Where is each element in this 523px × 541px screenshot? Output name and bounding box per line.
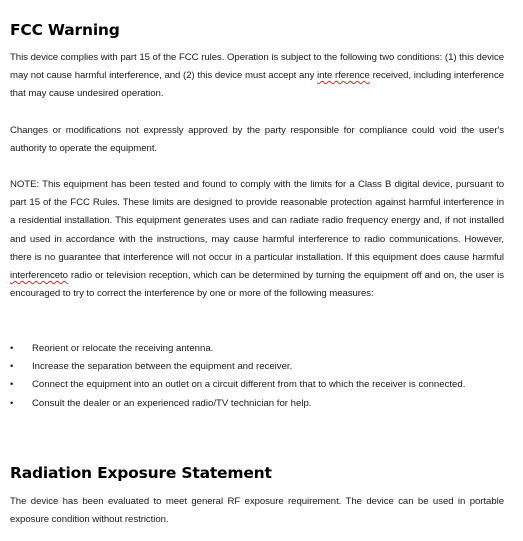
radiation-exposure-paragraph: The device has been evaluated to meet general RF exposure requirement. The device can be used in portable exposure condition without restriction. (10, 496, 504, 526)
bullet-icon: • (10, 379, 14, 391)
misspelled-word-interferenceto: interferenceto (10, 270, 68, 282)
list-item-text: Reorient or relocate the receiving antenna. (32, 343, 214, 354)
bullet-icon: • (10, 361, 14, 373)
list-item-text: Consult the dealer or an experienced radio/TV technician for help. (32, 397, 312, 409)
bullet-icon: • (10, 397, 14, 409)
radiation-exposure-heading: Radiation Exposure Statement (10, 464, 272, 482)
fcc-compliance-paragraph (10, 49, 504, 104)
misspelled-word-interference: inte rference (317, 70, 370, 82)
fcc-note-text-end: radio or television reception, which can be determined by turning the equipment off and on, the user is encouraged to try to correct the interference by one or more of the following measures: (10, 270, 504, 300)
list-item (10, 340, 504, 358)
fcc-modifications-paragraph: Changes or modifications not expressly approved by the party responsible for compliance could void the user's authority to operate the equipment. (10, 125, 504, 155)
list-item-text: Increase the separation between the equipment and receiver. (32, 361, 293, 373)
fcc-compliance-text-end: received, including interference that may cause undesired operation. (10, 70, 504, 100)
fcc-compliance-text-start: This device complies with part 15 of the FCC rules. Operation is subject to the following two conditions: (1) this device may not cause harmful interference, and (2) this device must accept any (10, 52, 504, 82)
list-item (10, 358, 504, 376)
measures-list (10, 340, 504, 413)
bullet-icon: • (10, 343, 14, 354)
fcc-note-paragraph (10, 176, 504, 303)
fcc-warning-heading: FCC Warning (10, 21, 120, 39)
list-item (10, 395, 504, 413)
fcc-note-text-start: NOTE: This equipment has been tested and found to comply with the limits for a Class B digital device, pursuant to part 15 of the FCC Rules. These limits are designed to provide reasonable protection against harmful interference in a residential installation. This equipment generates uses and can radiate radio frequency energy and, if not installed and used in accordance with the instructions, may cause harmful interference to radio communications. However, there is no guarantee that interference will not occur in a particular installation. If this equipment does cause harmful (10, 179, 504, 263)
list-item-text: Connect the equipment into an outlet on a circuit different from that to which the receiver is connected. (32, 379, 466, 391)
list-item (10, 376, 504, 394)
